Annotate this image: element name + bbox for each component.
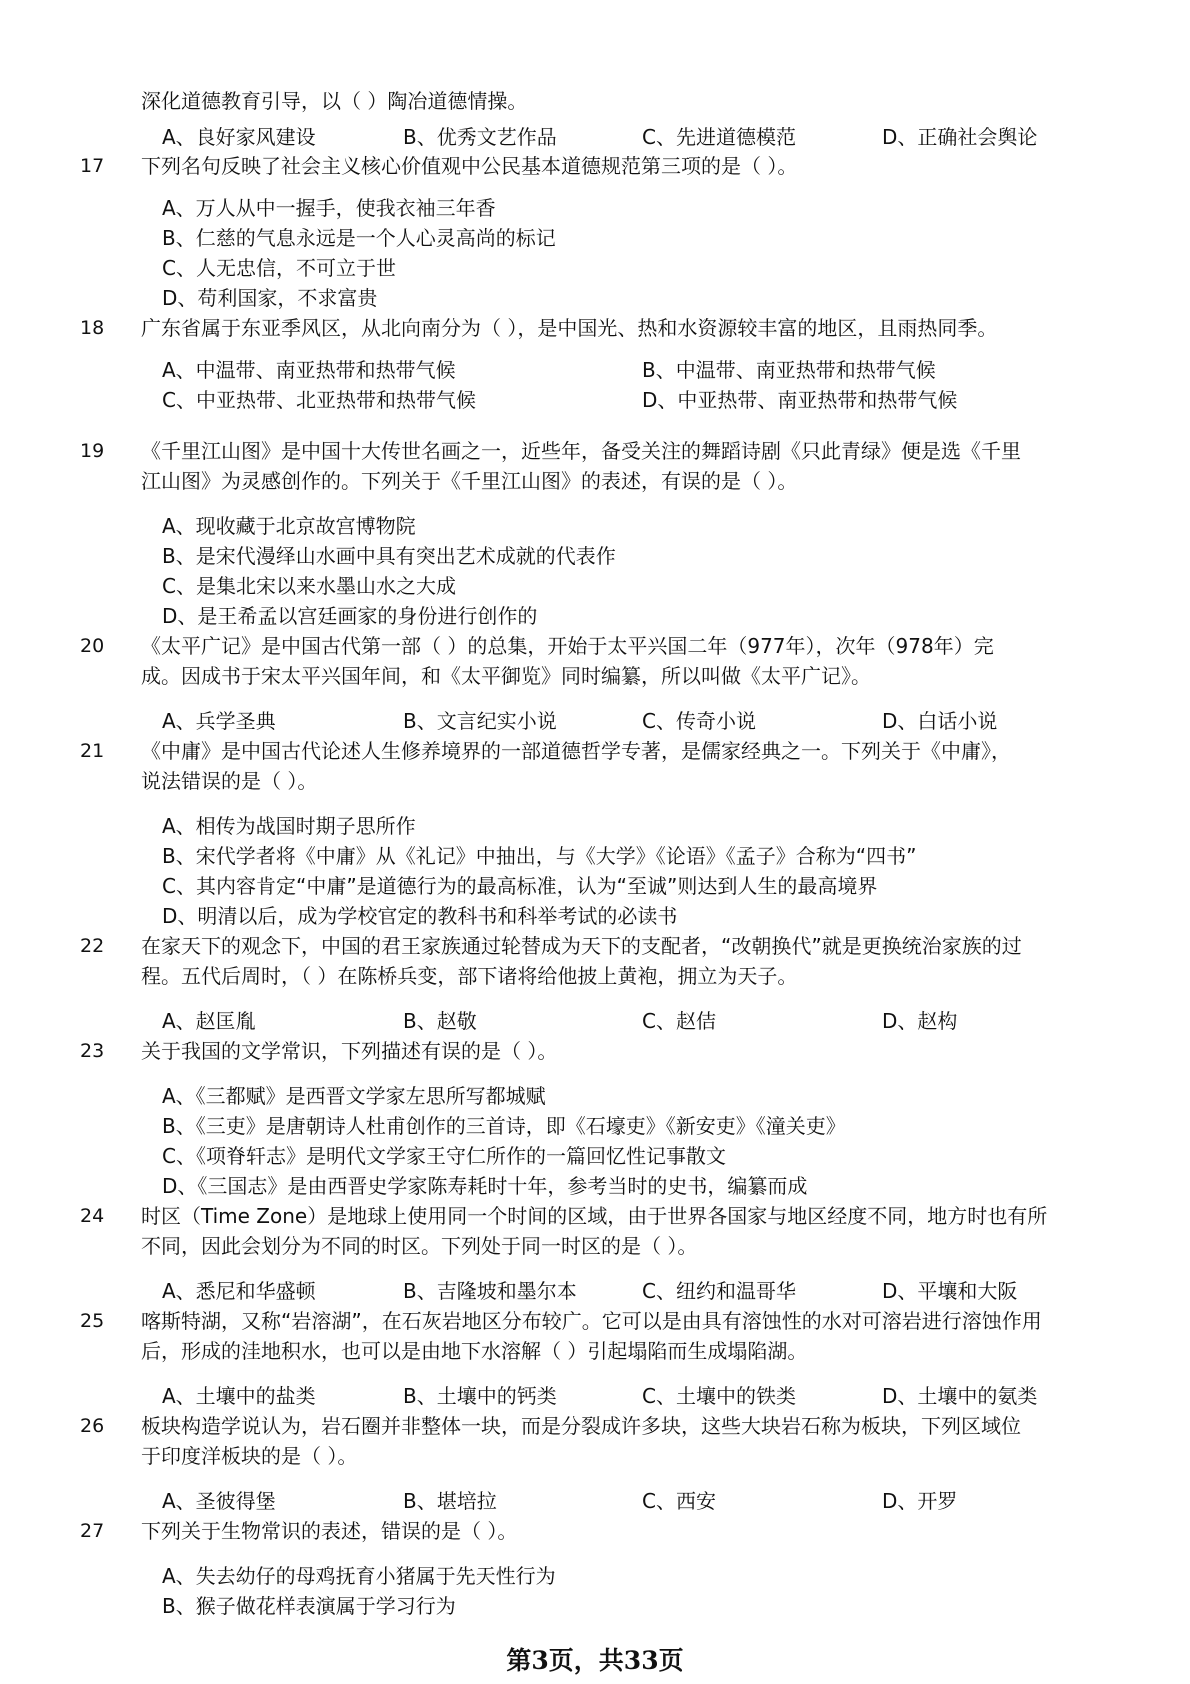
option-c: C、赵佶 (642, 1009, 716, 1033)
option-c: C、土壤中的铁类 (642, 1384, 796, 1408)
option-a: A、土壤中的盐类 (162, 1384, 316, 1408)
option-d: D、开罗 (882, 1489, 958, 1513)
option-b: B、吉隆坡和墨尔本 (403, 1279, 577, 1303)
option-c: C、是集北宋以来水墨山水之大成 (162, 574, 456, 598)
question-number: 26 (80, 1415, 105, 1437)
question-text-line: 关于我国的文学常识，下列描述有误的是（ ）。 (141, 1039, 558, 1063)
question-text-line: 《太平广记》是中国古代第一部（ ）的总集，开始于太平兴国二年（977年），次年（978年）完 (141, 634, 994, 658)
question-text-line: 喀斯特湖，又称“岩溶湖”，在石灰岩地区分布较广。它可以是由具有溶蚀性的水对可溶岩进行溶蚀作用 (141, 1309, 1042, 1333)
option-b: B、文言纪实小说 (403, 709, 557, 733)
option-c: C、人无忠信，不可立于世 (162, 256, 396, 280)
option-c: C、传奇小说 (642, 709, 756, 733)
option-c: C、《项脊轩志》是明代文学家王守仁所作的一篇回忆性记事散文 (162, 1144, 726, 1168)
question-number: 20 (80, 635, 105, 657)
question-text-line: 板块构造学说认为，岩石圈并非整体一块，而是分裂成许多块，这些大块岩石称为板块，下列区域位 (141, 1414, 1021, 1438)
question-number: 17 (80, 155, 105, 177)
question-text-line: 广东省属于东亚季风区，从北向南分为（ ），是中国光、热和水资源较丰富的地区，且雨热同季。 (141, 316, 998, 340)
option-b: B、土壤中的钙类 (403, 1384, 557, 1408)
option-a: A、悉尼和华盛顿 (162, 1279, 316, 1303)
option-a: A、兵学圣典 (162, 709, 276, 733)
option-d: D、平壤和大阪 (882, 1279, 1018, 1303)
question-text-line: 说法错误的是（ ）。 (141, 769, 318, 793)
question-number: 25 (80, 1310, 105, 1332)
question-number: 19 (80, 440, 105, 462)
option-b: B、猴子做花样表演属于学习行为 (162, 1594, 456, 1618)
option-c: C、纽约和温哥华 (642, 1279, 796, 1303)
question-text-line: 江山图》为灵感创作的。下列关于《千里江山图》的表述，有误的是（ ）。 (141, 469, 798, 493)
option-a: A、《三都赋》是西晋文学家左思所写都城赋 (162, 1084, 546, 1108)
question-text-line: 《中庸》是中国古代论述人生修养境界的一部道德哲学专著，是儒家经典之一。下列关于《中庸》， (141, 739, 1011, 763)
option-a: A、相传为战国时期子思所作 (162, 814, 416, 838)
option-a: A、万人从中一握手，使我衣袖三年香 (162, 196, 496, 220)
question-text-line: 《千里江山图》是中国十大传世名画之一，近些年，备受关注的舞蹈诗剧《只此青绿》便是选《千里 (141, 439, 1021, 463)
option-c: C、西安 (642, 1489, 716, 1513)
question-number: 21 (80, 740, 105, 762)
option-d: D、土壤中的氨类 (882, 1384, 1038, 1408)
option-d: D、明清以后，成为学校官定的教科书和科举考试的必读书 (162, 904, 678, 928)
option-b: B、赵敬 (403, 1009, 477, 1033)
option-a: A、失去幼仔的母鸡抚育小猪属于先天性行为 (162, 1564, 556, 1588)
question-text-line: 成。因成书于宋太平兴国年间，和《太平御览》同时编纂，所以叫做《太平广记》。 (141, 664, 871, 688)
option-b: B、堪培拉 (403, 1489, 497, 1513)
option-d: D、正确社会舆论 (882, 125, 1038, 149)
option-d: D、《三国志》是由西晋史学家陈寿耗时十年，参考当时的史书，编纂而成 (162, 1174, 808, 1198)
option-b: B、优秀文艺作品 (403, 125, 557, 149)
question-number: 22 (80, 935, 105, 957)
option-d: D、是王希孟以宫廷画家的身份进行创作的 (162, 604, 538, 628)
page-footer: 第3页，共33页 (506, 1646, 684, 1675)
question-text-line: 时区（Time Zone）是地球上使用同一个时间的区域，由于世界各国家与地区经度不同，地方时也有所 (141, 1204, 1048, 1228)
option-d: D、中亚热带、南亚热带和热带气候 (642, 388, 958, 412)
question-text-line: 于印度洋板块的是（ ）。 (141, 1444, 358, 1468)
question-number: 27 (80, 1520, 105, 1542)
option-b: B、是宋代漫绎山水画中具有突出艺术成就的代表作 (162, 544, 616, 568)
question-text-line: 下列名句反映了社会主义核心价值观中公民基本道德规范第三项的是（ ）。 (141, 154, 798, 178)
question-number: 24 (80, 1205, 105, 1227)
option-d: D、白话小说 (882, 709, 998, 733)
question-number: 23 (80, 1040, 105, 1062)
question-text-line: 下列关于生物常识的表述，错误的是（ ）。 (141, 1519, 518, 1543)
question-number: 18 (80, 317, 105, 339)
option-a: A、现收藏于北京故宫博物院 (162, 514, 416, 538)
option-b: B、《三吏》是唐朝诗人杜甫创作的三首诗，即《石壕吏》《新安吏》《潼关吏》 (162, 1114, 846, 1138)
option-d: D、赵构 (882, 1009, 958, 1033)
option-b: B、宋代学者将《中庸》从《礼记》中抽出，与《大学》《论语》《孟子》合称为“四书” (162, 844, 917, 868)
question-text-line: 后，形成的洼地积水，也可以是由地下水溶解（ ）引起塌陷而生成塌陷湖。 (141, 1339, 808, 1363)
option-c: C、先进道德模范 (642, 125, 796, 149)
option-c: C、中亚热带、北亚热带和热带气候 (162, 388, 476, 412)
question-text-line: 深化道德教育引导，以（ ）陶冶道德情操。 (141, 89, 528, 113)
option-a: A、中温带、南亚热带和热带气候 (162, 358, 456, 382)
option-c: C、其内容肯定“中庸”是道德行为的最高标准，认为“至诚”则达到人生的最高境界 (162, 874, 878, 898)
question-text-line: 不同，因此会划分为不同的时区。下列处于同一时区的是（ ）。 (141, 1234, 698, 1258)
question-text-line: 在家天下的观念下，中国的君王家族通过轮替成为天下的支配者，“改朝换代”就是更换统治家族的过 (141, 934, 1022, 958)
question-text-line: 程。五代后周时，（ ）在陈桥兵变，部下诸将给他披上黄袍，拥立为天子。 (141, 964, 798, 988)
option-d: D、苟利国家，不求富贵 (162, 286, 378, 310)
option-a: A、赵匡胤 (162, 1009, 256, 1033)
option-a: A、圣彼得堡 (162, 1489, 276, 1513)
option-a: A、良好家风建设 (162, 125, 316, 149)
option-b: B、仁慈的气息永远是一个人心灵高尚的标记 (162, 226, 556, 250)
option-b: B、中温带、南亚热带和热带气候 (642, 358, 936, 382)
